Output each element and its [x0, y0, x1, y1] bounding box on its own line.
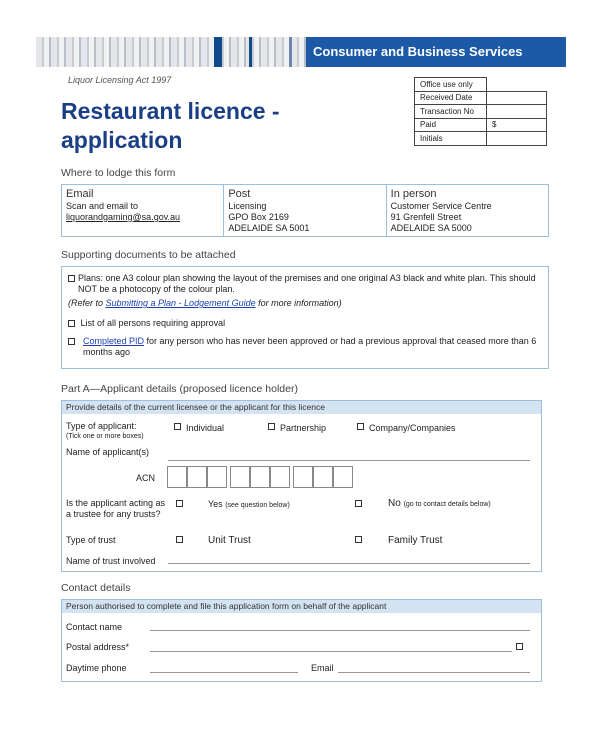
- refer-pre: (Refer to: [68, 298, 106, 308]
- type-applicant-label: Type of applicant:: [66, 421, 137, 431]
- banner-stripe-accent: [249, 37, 252, 67]
- daytime-phone-label: Daytime phone: [66, 663, 127, 673]
- header-banner: [36, 37, 566, 67]
- email-field[interactable]: [338, 672, 530, 673]
- company-label: Company/Companies: [369, 423, 456, 433]
- trustee-yes-hint: (see question below): [225, 502, 290, 509]
- unit-trust-label: Unit Trust: [208, 535, 251, 546]
- lodge-inperson-line: ADELAIDE SA 5000: [390, 223, 472, 233]
- contact-panel-header: Person authorised to complete and file this application form on behalf of the applicant: [62, 600, 541, 613]
- refer-note: [68, 298, 542, 309]
- trust-name-field[interactable]: [168, 563, 530, 564]
- acn-label: ACN: [136, 473, 156, 483]
- plans-text: Plans: one A3 colour plan showing the layout of the premises and one original A3 black and white plan. This should NOT be a photocopy of the colour plan.: [78, 273, 536, 294]
- daytime-phone-field[interactable]: [150, 672, 298, 673]
- postal-address-field[interactable]: [150, 651, 512, 652]
- pid-checkbox[interactable]: [68, 338, 75, 345]
- lodge-email-title: Email: [66, 188, 94, 200]
- parta-panel-header: Provide details of the current licensee or the applicant for this licence: [62, 401, 541, 414]
- lodge-email-link[interactable]: liquorandgaming@sa.gov.au: [66, 212, 181, 222]
- office-row-value[interactable]: $: [487, 118, 547, 132]
- trustee-yes-checkbox[interactable]: [176, 500, 183, 507]
- pid-text-wrap: [78, 336, 542, 358]
- acn-digit-box[interactable]: [207, 466, 227, 488]
- applicant-name-label: Name of applicant(s): [66, 447, 150, 457]
- acn-digit-box[interactable]: [293, 466, 313, 488]
- type-applicant-hint: (Tick one or more boxes): [66, 433, 144, 440]
- brand-name: Consumer and Business Services: [306, 37, 566, 67]
- office-use-heading: Office use only: [415, 78, 487, 92]
- trustee-no-hint: (go to contact details below): [403, 501, 491, 508]
- lodge-post-title: Post: [228, 188, 251, 200]
- lodge-inperson-title: In person: [390, 188, 437, 200]
- individual-label: Individual: [186, 423, 225, 433]
- trustee-yes-option: [208, 499, 290, 509]
- banner-stripe-accent: [214, 37, 222, 67]
- support-heading: Supporting documents to be attached: [61, 249, 236, 261]
- postal-address-label: Postal address*: [66, 642, 130, 652]
- trustee-question: Is the applicant acting as a trustee for any trusts?: [66, 498, 166, 519]
- lodge-email: [62, 185, 224, 236]
- partnership-checkbox[interactable]: [268, 423, 275, 430]
- support-plans-row: [68, 273, 542, 295]
- banner-stripe-accent: [289, 37, 292, 67]
- support-pid-row: [68, 336, 542, 358]
- contact-panel: [61, 599, 542, 682]
- contact-heading: Contact details: [61, 582, 131, 594]
- refer-post: for more information): [255, 298, 342, 308]
- trustee-no-label: No: [388, 498, 401, 509]
- acn-digit-box[interactable]: [230, 466, 250, 488]
- lodge-email-text: Scan and email to: [66, 201, 139, 211]
- lodge-post-line: ADELAIDE SA 5001: [228, 223, 310, 233]
- support-box: [61, 266, 549, 369]
- office-use-table: [414, 77, 547, 146]
- acn-digit-box[interactable]: [250, 466, 270, 488]
- contact-name-field[interactable]: [150, 630, 530, 631]
- lodge-inperson-line: Customer Service Centre: [390, 201, 492, 211]
- lodge-post: [224, 185, 386, 236]
- contact-name-label: Contact name: [66, 622, 123, 632]
- acn-digit-box[interactable]: [270, 466, 290, 488]
- office-row-label: Paid: [415, 118, 487, 132]
- office-row-value[interactable]: [487, 132, 547, 146]
- trustee-yes-label: Yes: [208, 499, 223, 509]
- applicant-name-field[interactable]: [168, 460, 530, 461]
- pid-link[interactable]: Completed PID: [83, 336, 145, 346]
- family-trust-label: Family Trust: [388, 535, 443, 546]
- lodgement-guide-link[interactable]: Submitting a Plan - Lodgement Guide: [105, 298, 256, 308]
- acn-digit-box[interactable]: [167, 466, 187, 488]
- postal-address-checkbox[interactable]: [516, 643, 523, 650]
- office-row-value[interactable]: [487, 91, 547, 105]
- family-trust-checkbox[interactable]: [355, 536, 362, 543]
- trustee-no-option: [388, 498, 491, 509]
- support-persons-row: [68, 318, 542, 329]
- lodge-box: [61, 184, 549, 237]
- persons-text: List of all persons requiring approval: [80, 318, 226, 328]
- company-checkbox[interactable]: [357, 423, 364, 430]
- office-row-value[interactable]: [487, 105, 547, 119]
- banner-stripes: [36, 37, 306, 67]
- partnership-label: Partnership: [280, 423, 327, 433]
- acn-digit-box[interactable]: [187, 466, 207, 488]
- trustee-no-checkbox[interactable]: [355, 500, 362, 507]
- lodge-post-line: GPO Box 2169: [228, 212, 289, 222]
- lodge-post-line: Licensing: [228, 201, 267, 211]
- trust-type-label: Type of trust: [66, 535, 116, 545]
- persons-checkbox[interactable]: [68, 320, 75, 327]
- trust-name-label: Name of trust involved: [66, 556, 156, 566]
- acn-digit-box[interactable]: [333, 466, 353, 488]
- lodge-inperson: [387, 185, 548, 236]
- office-row-label: Received Date: [415, 91, 487, 105]
- plans-checkbox[interactable]: [68, 275, 75, 282]
- office-row-label: Initials: [415, 132, 487, 146]
- lodge-heading: Where to lodge this form: [61, 167, 176, 179]
- pid-text: for any person who has never been approved or had a previous approval that ceased more than 6 months ago: [83, 336, 537, 357]
- office-row-label: Transaction No: [415, 105, 487, 119]
- lodge-inperson-line: 91 Grenfell Street: [390, 212, 462, 222]
- email-label: Email: [311, 663, 334, 673]
- page-title: Restaurant licence - application: [61, 98, 280, 153]
- individual-checkbox[interactable]: [174, 423, 181, 430]
- act-reference: Liquor Licensing Act 1997: [68, 75, 172, 85]
- parta-heading: Part A—Applicant details (proposed licence holder): [61, 383, 298, 395]
- unit-trust-checkbox[interactable]: [176, 536, 183, 543]
- acn-digit-box[interactable]: [313, 466, 333, 488]
